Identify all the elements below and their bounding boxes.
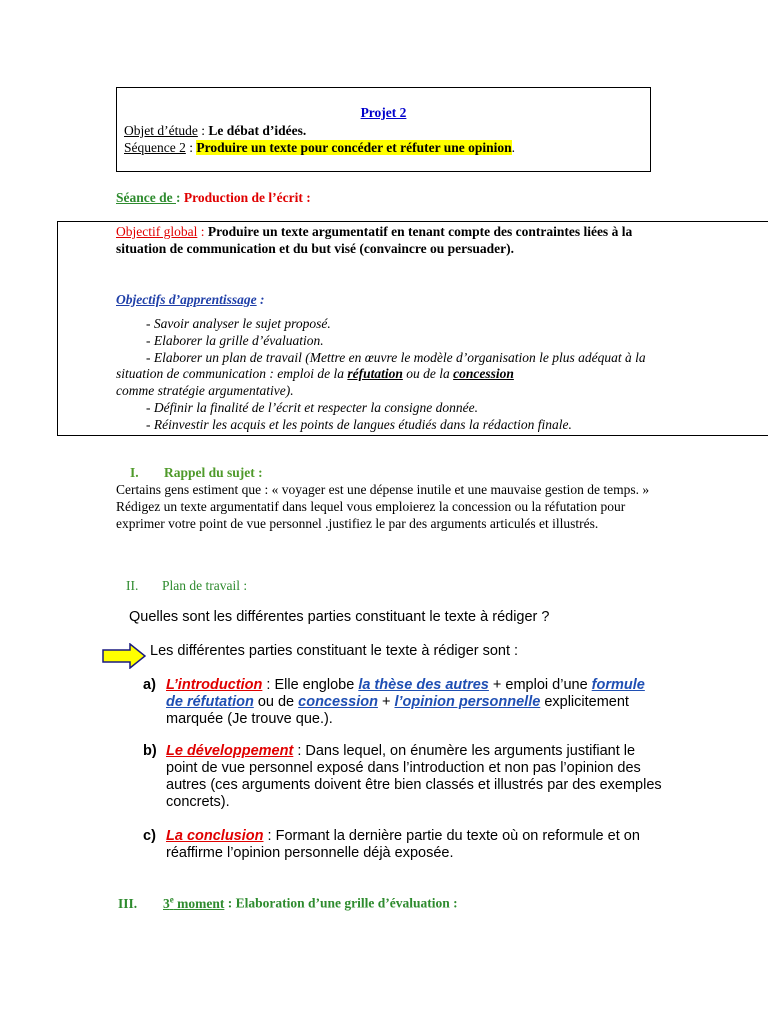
list-item	[116, 350, 676, 400]
study-object-label: Objet d’étude	[124, 123, 198, 138]
part-text: explicitement marquée (Je trouve que.).	[166, 694, 629, 727]
section-number: I.	[130, 465, 139, 480]
part-letter: a)	[143, 677, 156, 693]
sequence-label: Séquence 2	[124, 140, 186, 155]
moment-superscript: e	[169, 894, 174, 904]
moment-number: 3	[163, 895, 170, 911]
moment-label	[163, 896, 224, 911]
sequence-end: .	[511, 140, 515, 155]
separator: :	[176, 190, 184, 205]
plan-item-text: - Elaborer un plan de travail (Mettre en œuvre le modèle d’organisation le plus adéquat à la situation de communication : emploi de la	[116, 349, 646, 382]
session-heading	[116, 190, 311, 207]
header-box	[116, 87, 651, 172]
keyword: concession	[298, 694, 378, 710]
study-object-value: Le débat d’idées.	[208, 123, 307, 138]
part-text: : Dans lequel, on énumère les arguments justifiant le point de vue personnel exposé dans l’introduction et non pas l’opinion des autres (ces arguments doivent être bien classés et illustrés par des exemples concrets).	[166, 743, 662, 810]
section-3-heading	[118, 891, 458, 912]
answer-intro-text: Les différentes parties constituant le texte à rédiger sont :	[150, 643, 519, 659]
separator: :	[185, 140, 197, 155]
part-text: : Elle englobe	[262, 677, 359, 693]
part-text: : Formant la dernière partie du texte où on reformule et on réaffirme l’opinion personnelle déjà exposée.	[166, 828, 640, 861]
section-number: II.	[126, 578, 139, 593]
separator: :	[197, 224, 208, 239]
global-objective	[116, 224, 676, 258]
plan-item-mid: ou de la	[402, 366, 454, 382]
sequence-line	[124, 140, 515, 157]
project-title: Projet 2	[360, 105, 407, 120]
question-text: Quelles sont les différentes parties constituant le texte à rédiger ?	[129, 609, 550, 625]
keyword: l’opinion personnelle	[394, 694, 541, 710]
part-term: L’introduction	[166, 677, 263, 693]
keyword: la thèse des autres	[358, 677, 489, 693]
plan-item-end: comme stratégie argumentative).	[116, 383, 294, 399]
right-arrow-icon	[102, 643, 146, 669]
section-1-heading	[130, 465, 263, 482]
moment-word: moment	[173, 895, 225, 911]
separator: :	[256, 292, 265, 307]
sequence-value: Produire un texte pour concéder et réfuter une opinion	[196, 140, 512, 155]
part-text: + emploi d’une	[488, 677, 592, 693]
global-objective-text: Produire un texte argumentatif en tenant compte des contraintes liées à la situation de communication et du but visé (convaincre ou persuader).	[116, 224, 633, 256]
list-item: - Elaborer la grille d’évaluation.	[146, 332, 324, 348]
section-2-heading	[126, 578, 247, 595]
part-body	[166, 743, 663, 811]
keyword: formule de réfutation	[166, 677, 645, 710]
list-item: - Réinvestir les acquis et les points de langues étudiés dans la rédaction finale.	[146, 416, 572, 432]
global-objective-label: Objectif global	[116, 224, 198, 239]
part-term: La conclusion	[166, 828, 264, 844]
concession-term: concession	[453, 366, 514, 382]
session-value: Production de l’écrit :	[183, 190, 311, 205]
learning-objectives-list	[116, 316, 676, 434]
subject-reminder-text: Certains gens estiment que : « voyager est une dépense inutile et une mauvaise gestion de temps. » Rédigez un texte argumentatif dans lequel vous emploierez la concession ou la réfutation pour exprimer votre point de vue personnel .justifiez le par des arguments articulés et illustrés.	[116, 482, 650, 531]
list-item: - Savoir analyser le sujet proposé.	[146, 316, 331, 331]
part-term: Le développement	[166, 743, 294, 759]
learning-objectives-label: Objectifs d’apprentissage	[116, 292, 257, 307]
part-body	[166, 677, 663, 728]
part-development	[143, 743, 663, 811]
objectives-box	[57, 221, 768, 436]
learning-objectives-title	[116, 292, 265, 309]
section-title: Rappel du sujet :	[164, 465, 263, 480]
session-label: Séance de	[116, 190, 176, 205]
part-text: +	[377, 694, 395, 710]
list-item: - Définir la finalité de l’écrit et respecter la consigne donnée.	[146, 399, 479, 415]
refutation-term: réfutation	[347, 366, 403, 382]
part-text: ou de	[253, 694, 299, 710]
section-title: Plan de travail :	[162, 578, 248, 593]
section-number: III.	[118, 895, 138, 911]
part-introduction	[143, 677, 663, 728]
part-body	[166, 828, 663, 862]
study-object-line	[124, 123, 306, 140]
section-title: : Elaboration d’une grille d’évaluation :	[224, 895, 458, 911]
part-letter: c)	[143, 828, 156, 844]
part-letter: b)	[143, 743, 157, 759]
part-conclusion	[143, 828, 663, 862]
separator: :	[197, 123, 209, 138]
